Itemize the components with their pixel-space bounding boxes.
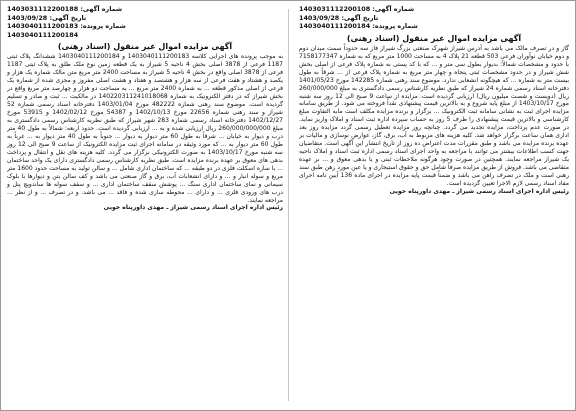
left-notice-text: به موجب پرونده های اجرایی کلاسه 1403040111200183 و 1403040111200184 ششدانگ پلاک ثبتی 1187 فرعی از 3878 اصلی بخش 4 ناحیه 5 شیراز به یک قطعه زمین نوع ملک طلق به پلاک ثبتی 1187 فرعی از 3878 اصلی واقع در بخش 4 ناحیه 5 شیراز به مساحت 2400 متر مربع متن مالک شماره یک هزار و یکصد و هشتاد و هفت فرعی از سه هزار و هشتصد و هفتاد و هشت اصلی مفروز و مجزی شده از شماره یک فرعی از اصلی مذکور قطعه ... به شماره 2400 متر مربع ... به مساحت دو هزار و چهارصد متر مربع واقع در بخش شیراز که در دفتر الکترونیک به شماره 140220311241018068 در مالکیت ... ثبت و صادر و تسلیم گردیده است. موضوع سند رهنی شماره 482222 مورخ 1403/01/04 دفترخانه اسناد رسمی شماره 52 شیراز و سند رهنی شماره 22656 مورخ 1402/10/13 و 54387 مورخ 1402/02/12 و 53915 مورخ 1402/12/27 دفترخانه اسناد رسمی شماره 283 شهر شیراز که طبق نظریه کارشناس رسمی دادگستری به مبلغ 260/000/000/000 ریال ارزیابی شده و به ... ارزیابی گردیده است. حدود اربعه: شمالاً به طول 40 متر درب و دیوار به خیابان ... شرقاً به طول 60 متر دیوار به دیوار ... جنوباً به طول 40 متر دیوار به ... غرباً به طول 60 متر دیوار به ... که مورد وثیقه در سامانه اجرای ثبت مزایده الکترونیک از ساعت 9 صبح الی 12 روز سه شنبه مورخ 1403/10/17 به صورت الکترونیکی برگزار می گردد. کلیه هزینه های نقل و انتقال و پرداخت بدهی های معوق بر عهده برنده مزایده است. طبق نظریه کارشناس رسمی دادگستری دارای یک واحد ساختمان ... با سازه اسکلت فلزی در دو طبقه ... که ساختمان اداری شامل ... و سالن تولید به مساحت حدود 1600 متر مربع و سوله انبار و ... و دارای انشعابات آب، برق و گاز صنعتی می باشد و کف سالن بتن و دیوارها با بلوک سیمانی و نمای ساختمان اداری سنگ ... پوشش سقف ساختمان اداری ... و سقف سوله ها ساندویچ پنل و درب های ورودی فلزی ... و دارای ... محوطه سازی شده و فاقد ... می باشد. و در تصرف ... و از نظر ... مراجعه نمایند. — [7, 53, 283, 204]
right-notice-title: آگهی مزایده اموال غیر منقول (اسناد رهنی) — [346, 33, 522, 43]
notice-number: شماره آگهی: 1403031112200188 — [7, 5, 123, 13]
left-notice-signature: رئیس اداره اجرای اسناد رسمی شیراز ـ مهدی داورپناه خویی — [103, 204, 283, 212]
left-notice-title: آگهی مزایده اموال غیر منقول (اسناد رهنی) — [57, 42, 233, 52]
notice-date: تاریخ آگهی: 1403/09/28 — [299, 13, 379, 22]
notice-date: تاریخ آگهی: 1403/09/28 — [7, 13, 87, 22]
column-divider — [288, 9, 289, 401]
left-notice-header — [7, 5, 283, 39]
right-notice-signature: رئیس اداره اجرای اسناد رسمی شیراز ـ مهدی داورپناه خویی — [389, 187, 569, 195]
left-notice — [7, 5, 283, 405]
right-notice-text: گاز و در تصرف مالک می باشد به آدرس شیراز شهرک صنعتی بزرگ شیراز فاز سه حدوداً سمت میدان دوم و دوم خیابان نوآوران فرعی 503 قطعه 21 پلاک 4 به مساحت 1000 متر مربع که به شماره 7158177347 با حدود و مشخصات شمالاً: بدیوار بطول سی متر و ... که با کد پستی به شماره پلاک فرعی از اصلی بخش شش شیراز و در حدود مشخصات ثبتی پنجاه و چهار متر مربع به شماره پلاک فرعی از ... شرقاً به طول بیست متر به شماره ... که هیچگونه انشعابی ندارد. موضوع سند رهنی شماره 142285 مورخ 1401/05/23 دفترخانه اسناد رسمی شماره 24 شیراز که طبق نظریه کارشناس رسمی دادگستری به مبلغ 260/000/000 ریال (دویست و شصت میلیون ریال) ارزیابی گردیده است. مزایده از ساعت 9 صبح الی 12 روز سه شنبه مورخ 1403/10/17 از مبلغ پایه شروع و به بالاترین قیمت پیشنهادی نقداً فروخته می شود. از طریق سامانه مزایده اجرای ثبت به نشانی سامانه ثبت الکترونیک ... برگزار و برنده مزایده مکلف است مابه التفاوت مبلغ کارشناسی و بالاترین قیمت پیشنهادی را ظرف 5 روز به حساب سپرده اداره ثبت اسناد و املاک واریز نماید. در صورت عدم پرداخت، مزایده تجدید می گردد. چنانچه روز مزایده تعطیل رسمی گردد مزایده روز بعد اداری همان ساعت برگزار خواهد شد. کلیه هزینه های مربوط به آب، برق، گاز، عوارض نوسازی و مالیات بر عهده برنده مزایده می باشد و طبق مقررات مدت اعتراض ده روز از تاریخ انتشار این آگهی است. متقاضیان جهت کسب اطلاعات بیشتر می توانند با مراجعه به واحد اجرای اسناد رسمی اداره ثبت اسناد و املاک ناحیه یک شیراز مراجعه نمایند. همچنین در صورت وجود هرگونه ملاحظات ثبتی و یا بدهی معوق و ... بر عهده متقاضی می باشد. فروش از طریق مزایده صرفاً شامل حق و حقوق استیجاری و یا عین مورد رهن طبق سند رهنی است و ملک در تصرف راهن می باشد و ضمناً قیمت پایه مزایده در اجرای ماده 136 آیین نامه اجرای مفاد اسناد رسمی لازم الاجرا تعیین گردیده است. — [299, 44, 569, 187]
case-number: شماره پرونده: 1403040111200183 — [7, 22, 126, 31]
right-notice-header — [299, 5, 569, 31]
right-notice — [299, 5, 569, 405]
case-number-second: 1403040111200184 — [7, 30, 79, 39]
left-notice-body — [7, 53, 283, 204]
right-notice-body — [299, 45, 569, 188]
case-number: شماره پرونده: 1403040111200184 — [299, 22, 418, 31]
notice-number: شماره آگهی: 1403031112200108 — [299, 5, 415, 13]
